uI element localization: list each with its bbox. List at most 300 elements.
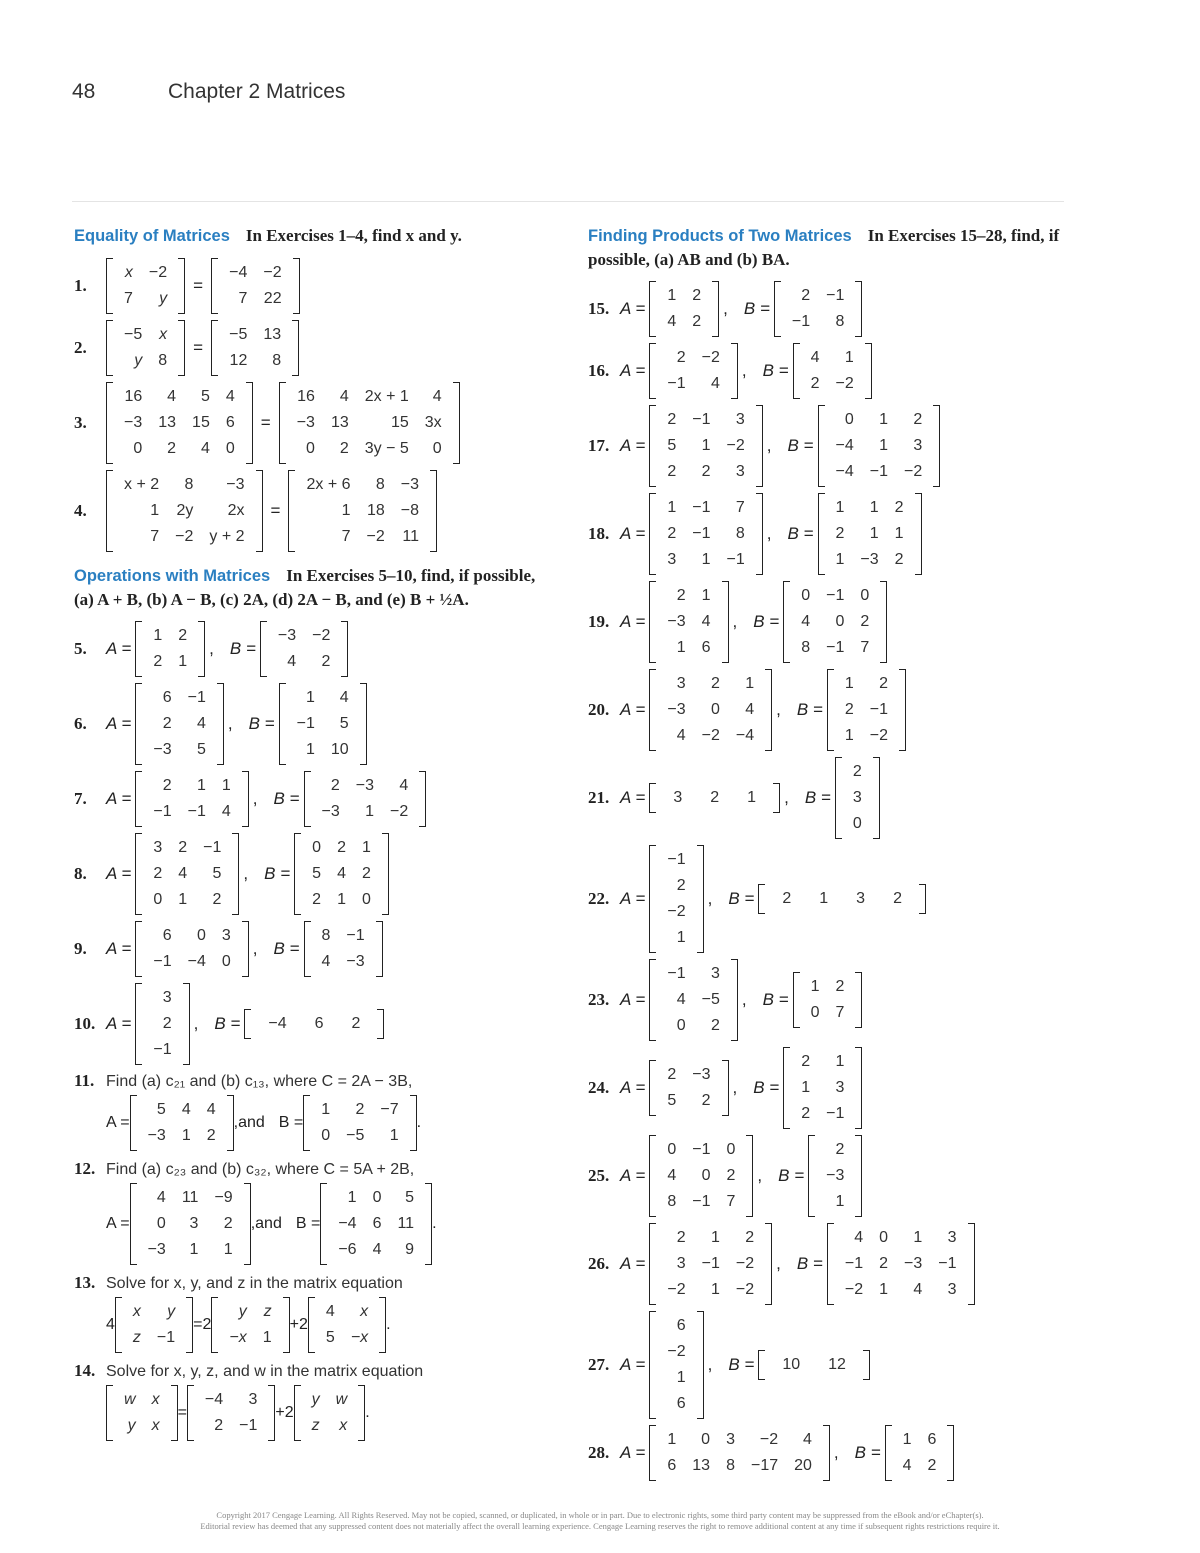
- matrix-cell: 8: [801, 639, 811, 656]
- matrix-cell: 7: [150, 528, 160, 545]
- matrix-cell: 4: [803, 1431, 812, 1448]
- matrix: [294, 833, 389, 915]
- matrix-cell: −3: [153, 741, 172, 758]
- plus-sign: +: [289, 1316, 299, 1333]
- exercise-number: 16.: [588, 361, 610, 380]
- matrix-cell: 9: [405, 1241, 415, 1258]
- matrix-cell: 1: [667, 499, 677, 516]
- exercise-24: [588, 1047, 1078, 1129]
- matrix: [649, 845, 703, 953]
- copyright-line-1: Copyright 2017 Cengage Learning. All Rights Reserved. May not be copied, scanned, or duplicated, in whole or in part. Due to electronic rights, some third party content may be suppressed from the eBook and/or eChapter(s).: [216, 1510, 984, 1520]
- matrix-cell: 11: [397, 1215, 415, 1232]
- label-a: A =: [106, 1114, 130, 1131]
- comma: ,: [732, 612, 738, 631]
- comma: ,: [252, 789, 258, 808]
- matrix-cell: −5: [346, 1127, 365, 1144]
- matrix-cell: 3: [856, 890, 866, 907]
- matrix-cell: 5: [200, 388, 210, 405]
- matrix-cell: 8: [321, 927, 331, 944]
- left-column: [74, 224, 554, 1449]
- exercise-number: 12.: [74, 1159, 96, 1178]
- equals-sign: =: [260, 413, 271, 432]
- matrix-cell: 1: [869, 499, 879, 516]
- matrix-cell: 2: [692, 313, 702, 330]
- matrix-cell: −3: [124, 414, 143, 431]
- matrix-cell: 6: [314, 1015, 324, 1032]
- comma: ,: [757, 1166, 763, 1185]
- matrix-cell: 3: [248, 1391, 258, 1408]
- matrix-cell: 2: [167, 440, 177, 457]
- matrix: [783, 1047, 862, 1129]
- matrix-cell: z: [311, 1417, 320, 1434]
- label-b: B =: [778, 1166, 805, 1185]
- matrix-cell: x: [360, 1303, 369, 1320]
- label-a: A =: [106, 789, 132, 808]
- matrix-cell: −1: [296, 715, 315, 732]
- matrix-cell: 2: [676, 877, 686, 894]
- exercise-22: [588, 845, 1078, 953]
- and-word: and: [255, 1215, 282, 1232]
- exercise-number: 15.: [588, 299, 610, 318]
- matrix-cell: −3: [826, 1167, 845, 1184]
- label-a: A =: [620, 1166, 646, 1185]
- equals-sign: =: [270, 501, 281, 520]
- matrix-cell: 3: [835, 1079, 845, 1096]
- matrix-cell: 1: [819, 890, 829, 907]
- matrix-cell: −1: [203, 839, 222, 856]
- exercise-14: [74, 1361, 554, 1381]
- label-b: B =: [753, 612, 780, 631]
- header-divider: [72, 201, 1064, 202]
- matrix-cell: 1: [701, 437, 711, 454]
- exercise-number: 3.: [74, 413, 87, 432]
- matrix-cell: w: [335, 1391, 348, 1408]
- matrix-cell: 7: [835, 1004, 845, 1021]
- matrix-cell: 4: [225, 388, 235, 405]
- matrix: [649, 1060, 728, 1116]
- matrix: [649, 669, 772, 751]
- matrix: [835, 757, 880, 839]
- matrix-cell: 15: [390, 414, 409, 431]
- matrix-cell: 4: [287, 653, 297, 670]
- matrix: [885, 1425, 955, 1481]
- matrix: [308, 1297, 386, 1353]
- matrix-cell: 8: [667, 1193, 677, 1210]
- matrix-cell: 1: [337, 891, 346, 908]
- matrix: [135, 683, 224, 765]
- matrix-cell: 4: [196, 715, 206, 732]
- matrix-cell: 2: [355, 1101, 365, 1118]
- matrix-cell: −1: [667, 851, 686, 868]
- label-a: A =: [620, 612, 646, 631]
- exercise-14-equation: [106, 1385, 554, 1441]
- matrix-cell: −1: [844, 1255, 864, 1272]
- matrix-cell: −3: [321, 803, 340, 820]
- matrix-cell: 4: [432, 388, 442, 405]
- matrix-cell: 8: [158, 352, 168, 369]
- matrix-cell: 1: [341, 502, 351, 519]
- matrix-cell: 1: [347, 1189, 357, 1206]
- label-a: A =: [620, 889, 646, 908]
- section-heading: Finding Products of Two Matrices: [588, 227, 852, 245]
- matrix-cell: 12: [828, 1356, 846, 1373]
- coefficient: 2: [299, 1316, 308, 1333]
- matrix-cell: 3: [667, 551, 677, 568]
- matrix-cell: 7: [341, 528, 351, 545]
- exercise-16: [588, 343, 1078, 399]
- matrix-cell: −1: [726, 551, 745, 568]
- matrix-cell: 13: [158, 414, 177, 431]
- matrix-cell: −2: [175, 528, 194, 545]
- matrix-cell: 0: [372, 1189, 382, 1206]
- label-b: B =: [743, 299, 770, 318]
- comma: ,: [707, 889, 713, 908]
- matrix-cell: 3: [726, 1431, 735, 1448]
- matrix-cell: 1: [181, 1127, 191, 1144]
- matrix-cell: 2: [710, 675, 720, 692]
- label-a: A =: [620, 361, 646, 380]
- matrix-cell: x + 2: [124, 476, 160, 493]
- matrix-cell: −2: [726, 437, 745, 454]
- label-a: A =: [620, 524, 646, 543]
- matrix: [115, 1297, 193, 1353]
- label-b: B =: [214, 1014, 241, 1033]
- matrix-cell: 0: [701, 1167, 711, 1184]
- matrix-cell: 2: [701, 1092, 711, 1109]
- exercise-11: [74, 1071, 554, 1091]
- matrix-cell: 13: [692, 1457, 711, 1474]
- plus-sign: +: [275, 1404, 285, 1421]
- matrix-cell: 3: [189, 1215, 199, 1232]
- matrix-cell: 8: [735, 525, 745, 542]
- section-heading: Equality of Matrices: [74, 227, 230, 245]
- matrix-cell: −5: [701, 991, 720, 1008]
- matrix: [130, 1183, 251, 1265]
- comma: ,: [741, 990, 747, 1009]
- matrix-cell: 4: [854, 1229, 864, 1246]
- exercise-number: 18.: [588, 524, 610, 543]
- matrix-cell: 0: [225, 440, 235, 457]
- exercise-number: 28.: [588, 1443, 610, 1462]
- exercise-20: [588, 669, 1078, 751]
- matrix-cell: 3: [673, 789, 683, 806]
- matrix-cell: −2: [835, 375, 854, 392]
- exercise-number: 19.: [588, 612, 610, 631]
- matrix-cell: −2: [735, 1281, 755, 1298]
- matrix: [304, 771, 427, 827]
- matrix-cell: 1: [710, 1229, 720, 1246]
- matrix-cell: 1: [365, 803, 374, 820]
- label-a: A =: [620, 788, 646, 807]
- matrix-cell: −1: [791, 313, 811, 330]
- period: .: [432, 1215, 437, 1232]
- matrix-cell: 10: [330, 741, 349, 758]
- comma: ,: [732, 1078, 738, 1097]
- coefficient: 2: [202, 1316, 212, 1333]
- matrix-cell: −4: [268, 1015, 287, 1032]
- copyright-line-2: Editorial review has deemed that any suppressed content does not materially affect the overall learning experience. Cengage Learning reserves the right to remove additional content at any time if subsequent rights restrictions require it.: [200, 1521, 1000, 1531]
- comma: ,: [707, 1355, 713, 1374]
- matrix-cell: 4: [676, 991, 686, 1008]
- label-b: B =: [273, 939, 300, 958]
- matrix-cell: 8: [184, 476, 194, 493]
- matrix-cell: −4: [187, 953, 206, 970]
- matrix-cell: 1: [178, 653, 188, 670]
- comma: ,: [209, 639, 214, 658]
- matrix-cell: 6: [701, 639, 711, 656]
- section-instructions: In Exercises 1–4, find x and y.: [245, 226, 462, 245]
- matrix-cell: −1: [692, 525, 711, 542]
- exercise-number: 8.: [74, 864, 87, 883]
- matrix-cell: 3: [710, 965, 720, 982]
- matrix-cell: 4: [676, 727, 686, 744]
- section-instructions: In Exercises 5–10, find, if possible, (a) A + B, (b) A − B, (c) 2A, (d) 2A − B, and (e) B + ½A.: [74, 566, 536, 609]
- matrix-cell: −1: [938, 1255, 957, 1272]
- matrix-cell: 2: [676, 1229, 686, 1246]
- matrix-cell: −8: [400, 502, 419, 519]
- matrix-cell: −3: [860, 551, 879, 568]
- exercise-9: [74, 921, 554, 977]
- matrix-cell: 1: [894, 525, 904, 542]
- matrix-cell: 2: [893, 890, 902, 907]
- section-instructions: In Exercises 15–28, find, if possible, (a) AB and (b) BA.: [588, 226, 1060, 269]
- matrix-cell: −2: [735, 1255, 755, 1272]
- matrix-cell: y: [134, 352, 143, 369]
- period: .: [386, 1316, 391, 1333]
- matrix-cell: −2: [667, 903, 686, 920]
- matrix-cell: 0: [676, 1017, 686, 1034]
- matrix-cell: 3: [162, 989, 172, 1006]
- exercise-17: [588, 405, 1078, 487]
- matrix: [279, 683, 367, 765]
- exercise-text: Solve for x, y, and z in the matrix equation: [106, 1275, 403, 1292]
- matrix-cell: 3: [735, 411, 745, 428]
- matrix-cell: −2: [701, 349, 720, 366]
- matrix-cell: −1: [692, 499, 711, 516]
- matrix-cell: −3: [355, 777, 374, 794]
- exercise-number: 25.: [588, 1166, 610, 1185]
- matrix-cell: 4: [810, 349, 820, 366]
- matrix-cell: 2: [667, 1066, 677, 1083]
- exercise-text: Find (a) c₂₁ and (b) c₁₃, where C = 2A − 3B,: [106, 1073, 413, 1090]
- equals-sign: =: [193, 1316, 203, 1333]
- label-b: B =: [728, 1355, 755, 1374]
- matrix-cell: 2: [312, 891, 322, 908]
- exercise-6: [74, 683, 554, 765]
- exercise-number: 26.: [588, 1254, 610, 1273]
- matrix: [793, 972, 863, 1028]
- matrix: [211, 258, 300, 314]
- matrix-cell: −1: [153, 803, 172, 820]
- exercise-number: 10.: [74, 1014, 96, 1033]
- matrix-cell: 2x + 1: [364, 388, 409, 405]
- matrix-cell: 3: [947, 1229, 957, 1246]
- matrix-cell: −2: [869, 727, 888, 744]
- matrix-cell: 4: [701, 613, 711, 630]
- matrix-cell: 1: [844, 727, 854, 744]
- matrix-cell: 4: [339, 689, 349, 706]
- equals-sign: =: [193, 276, 204, 295]
- matrix-cell: 6: [676, 1317, 686, 1334]
- matrix-cell: 2: [801, 1105, 811, 1122]
- matrix-cell: 1: [879, 437, 888, 454]
- matrix-cell: y: [311, 1391, 320, 1408]
- matrix-cell: 0: [835, 613, 845, 630]
- matrix-cell: 2: [339, 440, 349, 457]
- matrix-cell: −7: [380, 1101, 399, 1118]
- matrix: [649, 1135, 753, 1217]
- matrix-cell: 2x: [227, 502, 245, 519]
- matrix-cell: 5: [212, 865, 222, 882]
- matrix-cell: 2: [879, 1255, 888, 1272]
- matrix: [303, 1095, 416, 1151]
- matrix-cell: 1: [221, 777, 231, 794]
- label-a: A =: [620, 990, 646, 1009]
- matrix-cell: 2: [852, 763, 862, 780]
- comma: ,: [741, 361, 747, 380]
- matrix-cell: x: [339, 1417, 348, 1434]
- exercise-number: 2.: [74, 338, 87, 357]
- page-header: [72, 80, 345, 104]
- matrix-cell: 4: [745, 701, 755, 718]
- matrix-cell: 1: [844, 349, 854, 366]
- section-products: [588, 224, 1078, 271]
- matrix: [783, 581, 887, 663]
- exercise-number: 9.: [74, 939, 87, 958]
- matrix-cell: −2: [263, 264, 282, 281]
- matrix-cell: −2: [366, 528, 385, 545]
- label-a: A =: [620, 436, 646, 455]
- comma: ,: [766, 436, 772, 455]
- label-a: A =: [620, 299, 646, 318]
- label-a: A =: [620, 700, 646, 719]
- matrix: [135, 833, 239, 915]
- matrix-cell: −4: [835, 463, 854, 480]
- matrix-cell: 0: [844, 411, 854, 428]
- matrix-cell: −1: [692, 1193, 711, 1210]
- matrix-cell: x: [132, 1303, 141, 1320]
- matrix-cell: 4: [372, 1241, 382, 1258]
- matrix-cell: 3: [221, 927, 231, 944]
- matrix-cell: 2: [153, 865, 163, 882]
- matrix-cell: x: [159, 326, 168, 343]
- matrix-cell: 2: [835, 525, 845, 542]
- matrix-cell: 2: [913, 411, 923, 428]
- matrix-cell: 4: [902, 1457, 912, 1474]
- matrix-cell: 3: [676, 1255, 686, 1272]
- matrix-cell: 1: [835, 499, 845, 516]
- matrix-cell: y: [159, 290, 168, 307]
- matrix-cell: x: [124, 264, 133, 281]
- label-a: A =: [106, 639, 132, 658]
- matrix-cell: 0: [361, 891, 371, 908]
- comma: ,: [833, 1443, 839, 1462]
- exercise-23: [588, 959, 1078, 1041]
- matrix-cell: 2: [667, 411, 677, 428]
- matrix-cell: 3: [947, 1281, 957, 1298]
- matrix-cell: 2: [351, 1015, 361, 1032]
- matrix-cell: 5: [196, 741, 206, 758]
- exercise-text: Find (a) c₂₃ and (b) c₃₂, where C = 5A + 2B,: [106, 1161, 415, 1178]
- matrix: [135, 921, 248, 977]
- exercise-12: [74, 1159, 554, 1179]
- matrix-cell: −4: [735, 727, 755, 744]
- matrix: [288, 470, 437, 552]
- exercise-15: [588, 281, 1078, 337]
- matrix-cell: 2: [810, 375, 820, 392]
- matrix-cell: 1: [801, 1079, 811, 1096]
- matrix-cell: 5: [339, 715, 349, 732]
- matrix-cell: 0: [879, 1229, 888, 1246]
- matrix-cell: −1: [346, 927, 365, 944]
- matrix-cell: z: [132, 1329, 141, 1346]
- matrix: [827, 1223, 975, 1305]
- matrix: [135, 983, 189, 1065]
- chapter-title: Chapter 2 Matrices: [168, 80, 346, 103]
- matrix-cell: −2: [390, 803, 409, 820]
- matrix-cell: 2: [178, 627, 188, 644]
- exercise-number: 17.: [588, 436, 610, 455]
- matrix-cell: 4: [206, 1101, 216, 1118]
- matrix-cell: −2: [667, 1343, 686, 1360]
- matrix-cell: 0: [196, 927, 206, 944]
- matrix-cell: 2: [361, 865, 371, 882]
- matrix-cell: 1: [869, 525, 879, 542]
- matrix: [279, 382, 460, 464]
- matrix-cell: −2: [844, 1281, 864, 1298]
- matrix-cell: 1: [189, 1241, 199, 1258]
- matrix-cell: −2: [312, 627, 331, 644]
- exercise-number: 5.: [74, 639, 87, 658]
- label-a: A =: [620, 1078, 646, 1097]
- matrix-cell: 22: [263, 290, 282, 307]
- matrix-cell: 1: [223, 1241, 233, 1258]
- matrix-cell: 8: [375, 476, 385, 493]
- matrix-cell: 7: [735, 499, 745, 516]
- exercise-number: 21.: [588, 788, 610, 807]
- matrix-cell: −5: [124, 326, 143, 343]
- label-b: B =: [273, 789, 300, 808]
- matrix-cell: 4: [178, 865, 188, 882]
- matrix-cell: y: [238, 1303, 247, 1320]
- matrix: [818, 493, 922, 575]
- matrix-cell: 4: [200, 440, 210, 457]
- matrix-cell: 2: [879, 675, 888, 692]
- matrix-cell: 5: [312, 865, 322, 882]
- exercise-5: [74, 621, 554, 677]
- matrix-cell: −3: [667, 701, 686, 718]
- coefficient: 4: [106, 1316, 115, 1333]
- matrix-cell: 2: [927, 1457, 937, 1474]
- matrix: [649, 343, 738, 399]
- matrix-cell: y: [127, 1417, 136, 1434]
- matrix-cell: 4: [667, 313, 677, 330]
- matrix: [649, 581, 728, 663]
- matrix-cell: 5: [405, 1189, 415, 1206]
- exercise-13: [74, 1273, 554, 1293]
- matrix-cell: 6: [927, 1431, 937, 1448]
- matrix-cell: −1: [826, 287, 845, 304]
- exercise-11-matrices: [106, 1095, 554, 1151]
- matrix-cell: 1: [913, 1229, 923, 1246]
- matrix-cell: −3: [346, 953, 365, 970]
- matrix-cell: −5: [229, 326, 248, 343]
- matrix-cell: −x: [350, 1329, 369, 1346]
- matrix-cell: 2: [330, 777, 340, 794]
- exercise-number: 14.: [74, 1361, 96, 1380]
- matrix-cell: 7: [726, 1193, 736, 1210]
- matrix: [758, 1350, 870, 1380]
